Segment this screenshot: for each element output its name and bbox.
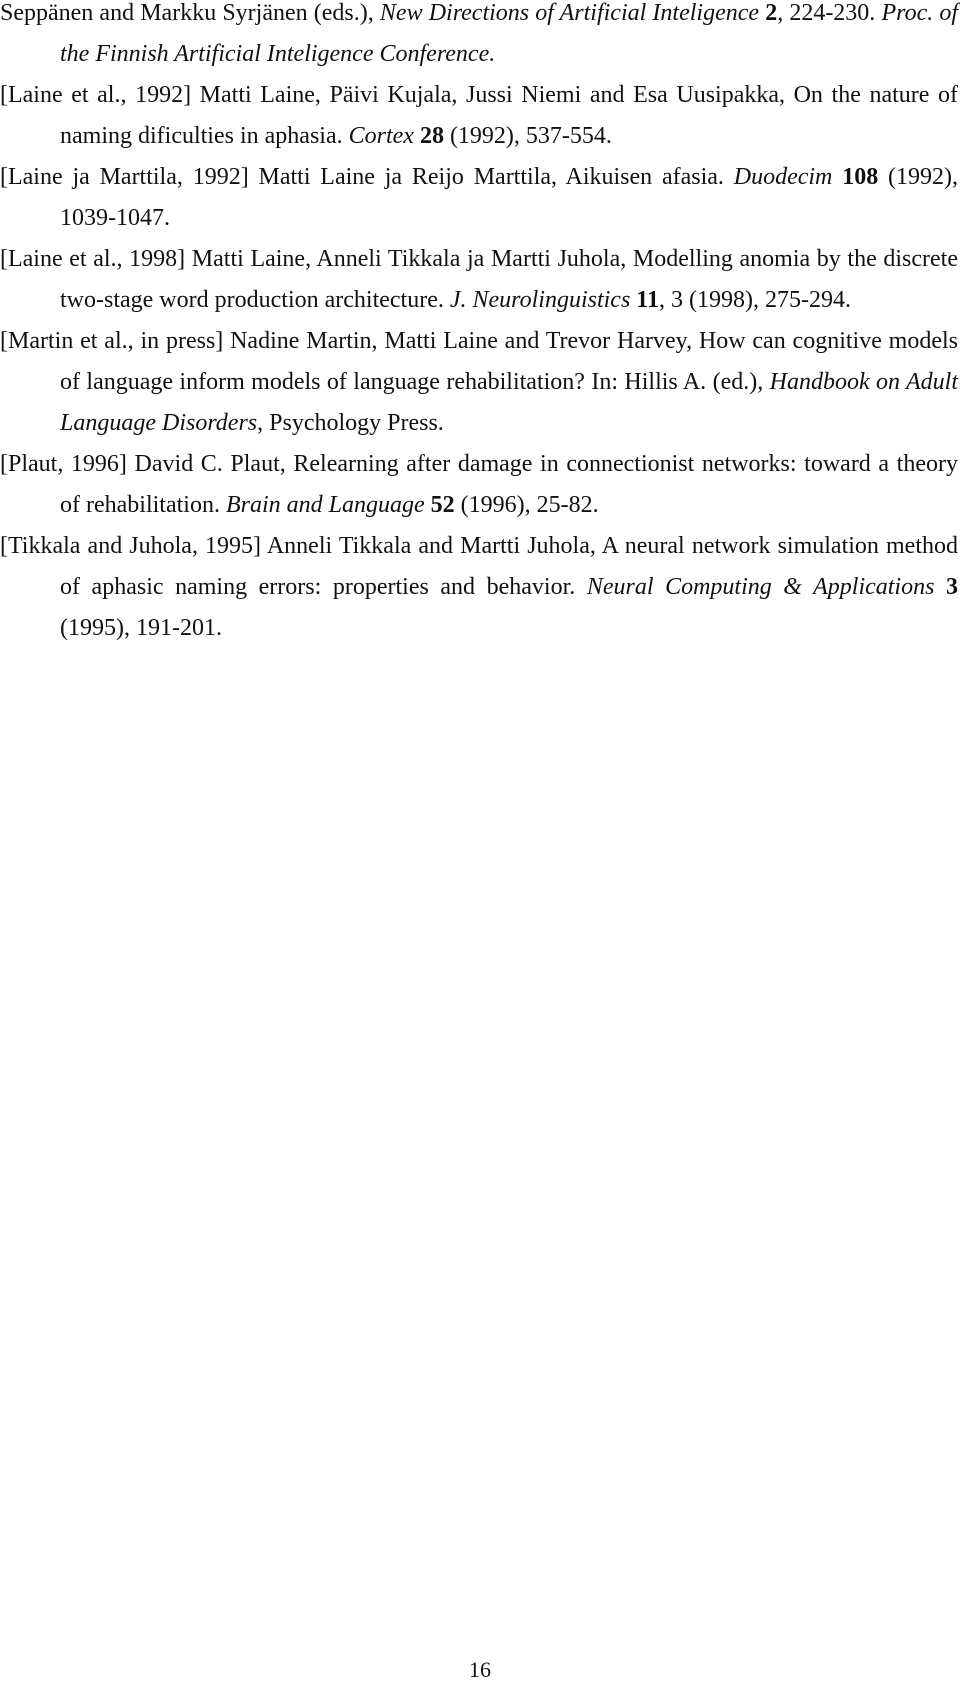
reference-text: (1992), 537-554. xyxy=(443,123,612,149)
reference-label: [Laine et al. xyxy=(0,82,121,108)
reference-text: Seppänen and Markku Syrjänen (eds.), xyxy=(0,0,380,26)
reference-italic-text: Brain and Language xyxy=(225,492,425,518)
reference-entry xyxy=(0,0,958,75)
reference-text: Matti Laine ja Reijo Marttila, Aikuisen afasia. xyxy=(248,164,734,190)
reference-entry xyxy=(0,75,958,157)
reference-text: (1992), 1039-1047. xyxy=(60,164,959,231)
reference-volume: 52 xyxy=(430,492,455,518)
reference-label: [Laine et al. xyxy=(0,246,117,272)
reference-italic-text: Handbook on Adult Language Disorders xyxy=(60,369,959,436)
reference-text xyxy=(934,574,946,600)
reference-text: , 1998] Matti Laine, Anneli Tikkala ja Martti Juhola, Modelling anomia by the discrete two-stage word production architecture. xyxy=(60,246,958,313)
reference-italic-text: J. Neurolinguistics xyxy=(449,287,631,313)
reference-italic-text: Cortex xyxy=(348,123,414,149)
page-number: 16 xyxy=(469,1657,491,1682)
reference-italic-text: New Directions of Artificial Inteligence xyxy=(379,0,760,26)
reference-text: (1996), 25-82. xyxy=(454,492,599,518)
reference-label: [Plaut, 1996] xyxy=(0,451,127,477)
reference-text: , 1992] Matti Laine, Päivi Kujala, Jussi Niemi and Esa Uusipakka, On the nature of naming dificulties in aphasia. xyxy=(60,82,958,149)
reference-text xyxy=(832,164,842,190)
reference-volume: 108 xyxy=(842,164,879,190)
reference-list xyxy=(0,0,960,649)
reference-entry xyxy=(0,157,958,239)
reference-text: , Psychology Press. xyxy=(257,410,444,436)
reference-text: Anneli Tikkala and Martti Juhola, A neural network simulation method of aphasic naming errors: properties and behavior. xyxy=(60,533,958,600)
reference-text: , in press] Nadine Martin, Matti Laine and Trevor Harvey, How can cognitive models of language inform models of language rehabilitation? In: Hillis A. (ed.), xyxy=(60,328,959,395)
reference-italic-text: Neural Computing & Applications xyxy=(586,574,935,600)
reference-entry xyxy=(0,239,958,321)
reference-label: [Laine ja Marttila, 1992] xyxy=(0,164,249,190)
reference-text: , 3 (1998), 275-294. xyxy=(658,287,851,313)
reference-volume: 28 xyxy=(419,123,444,149)
reference-volume: 11 xyxy=(636,287,659,313)
reference-label: [Martin et al. xyxy=(0,328,128,354)
reference-volume: 3 xyxy=(946,574,959,600)
reference-text: David C. Plaut, Relearning after damage in connectionist networks: toward a theory of rehabilitation. xyxy=(60,451,958,518)
reference-entry xyxy=(0,321,958,444)
reference-volume: 2 xyxy=(765,0,778,26)
reference-text: , 224-230. xyxy=(777,0,882,26)
reference-text: (1995), 191-201. xyxy=(60,615,222,641)
reference-entry xyxy=(0,444,958,526)
reference-entry xyxy=(0,526,958,649)
reference-italic-text: Duodecim xyxy=(733,164,833,190)
reference-label: [Tikkala and Juhola, 1995] xyxy=(0,533,262,559)
reference-italic-text: Proc. of the Finnish Artificial Inteligence Conference. xyxy=(60,0,959,67)
